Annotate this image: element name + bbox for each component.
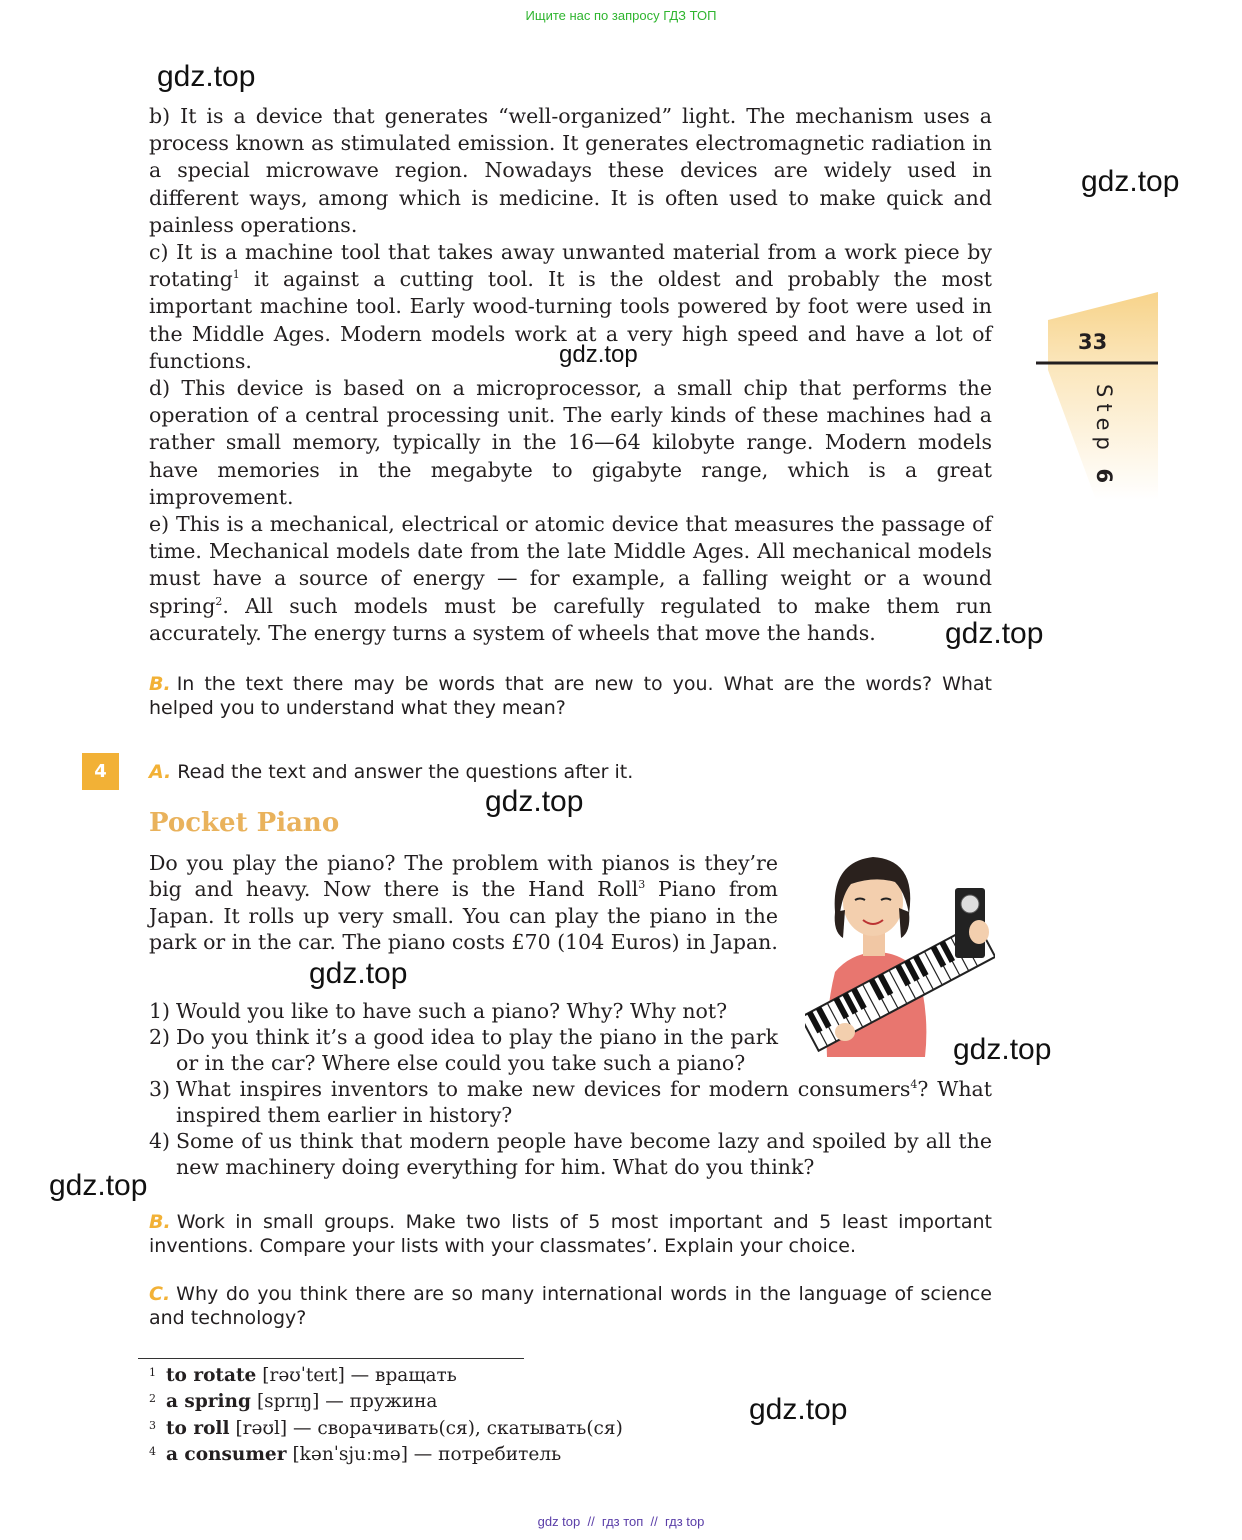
paragraph-b: b) It is a device that generates “well-organized” light. The mechanism uses a process known as stimulated emission. It generates electromagnetic radiation in a special microwave region. Nowadays these devices are widely used in different ways, among which is medicine. It is often used to make quick and painless operations. xyxy=(149,104,992,237)
watermark: gdz.top xyxy=(749,1393,848,1426)
watermark: gdz.top xyxy=(945,617,1044,650)
task-letter: C. xyxy=(149,1283,171,1305)
task-3b: B. In the text there may be words that are new to you. What are the words? What helped you to understand what they mean? xyxy=(149,673,992,719)
task-4c: C. Why do you think there are so many international words in the language of science and technology? xyxy=(149,1283,992,1329)
footnote-divider xyxy=(138,1358,524,1359)
exercise-number: 4 xyxy=(82,753,119,790)
bottom-links[interactable]: gdz top // гдз топ // гдз top xyxy=(537,1514,705,1529)
page-number: 33 xyxy=(1078,330,1108,354)
footnote: 3 to roll [rəʊl] — сворачивать(ся), скатывать(ся) xyxy=(149,1417,623,1439)
list-item: 1) Would you like to have such a piano? Why? Why not? xyxy=(149,999,728,1023)
watermark: gdz.top xyxy=(953,1033,1052,1066)
list-item: 2) Do you think it’s a good idea to play the piano in the park or in the car? Where else could you take such a piano? xyxy=(149,1025,778,1075)
watermark: gdz.top xyxy=(157,60,256,93)
watermark: gdz.top xyxy=(559,341,638,368)
paragraph-e: e) This is a mechanical, electrical or atomic device that measures the passage of time. Mechanical models date from the late Middle Ages. All mechanical models must have a source of energy — for example, a falling weight or a wound spring$^2$. All such models must be carefully regulated to make them run accurately. The energy turns a system of wheels that move the hands. xyxy=(149,512,992,645)
list-item: 4) Some of us think that modern people have become lazy and spoiled by all the new machinery doing everything for him. What do you think? xyxy=(149,1129,992,1179)
task-letter: B. xyxy=(149,673,171,695)
watermark: gdz.top xyxy=(309,957,408,990)
paragraph-c: c) It is a machine tool that takes away unwanted material from a work piece by rotating$^1$ it against a cutting tool. It is the oldest and probably the most important machine tool. Early wood-turning tools powered by foot were used in the Middle Ages. Modern models work at a very high speed and have a lot of functions. xyxy=(149,240,992,373)
footnotes xyxy=(149,1364,623,1469)
list-item: 3) What inspires inventors to make new devices for modern consumers$^4$? What inspired them earlier in history? xyxy=(149,1077,992,1127)
footnote-ref: 2 xyxy=(215,594,223,608)
task-letter: B. xyxy=(149,1211,171,1233)
footnote: 2 a spring [sprɪŋ] — пружина xyxy=(149,1391,438,1413)
reading-text xyxy=(149,103,992,647)
step-label: Step 6 xyxy=(1092,384,1116,490)
footnote-ref: 3 xyxy=(638,878,646,892)
task-4b: B. Work in small groups. Make two lists of 5 most important and 5 least important inventions. Compare your lists with your classmates’. Explain your choice. xyxy=(149,1211,992,1257)
paragraph-d: d) This device is based on a microprocessor, a small chip that performs the operation of a central processing unit. The early kinds of these machines had a rather small memory, typically in the 16—64 kilobyte range. Modern models have memories in the megabyte to gigabyte range, which is a great improvement. xyxy=(149,376,992,509)
question-list xyxy=(149,998,992,1180)
article-text: Do you play the piano? The problem with pianos is they’re big and heavy. Now there is the Hand Roll$^3$ Piano from Japan. It rolls up very small. You can play the piano in the park or in the car. The piano costs £70 (104 Euros) in Japan. xyxy=(149,851,778,955)
task-4a: A. Read the text and answer the questions after it. xyxy=(149,761,634,783)
footnote: 4 a consumer [kənˈsjuːmə] — потребитель xyxy=(149,1443,562,1465)
watermark: gdz.top xyxy=(49,1169,148,1202)
search-banner: Ищите нас по запросу ГДЗ ТОП xyxy=(525,8,717,23)
watermark: gdz.top xyxy=(1081,165,1180,198)
task-letter: A. xyxy=(149,761,172,783)
watermark: gdz.top xyxy=(485,785,584,818)
footnote: 1 to rotate [rəʊˈteɪt] — вращать xyxy=(149,1365,457,1386)
footnote-ref: 4 xyxy=(910,1078,918,1092)
footnote-ref: 1 xyxy=(232,268,240,282)
article-title: Pocket Piano xyxy=(149,808,340,838)
